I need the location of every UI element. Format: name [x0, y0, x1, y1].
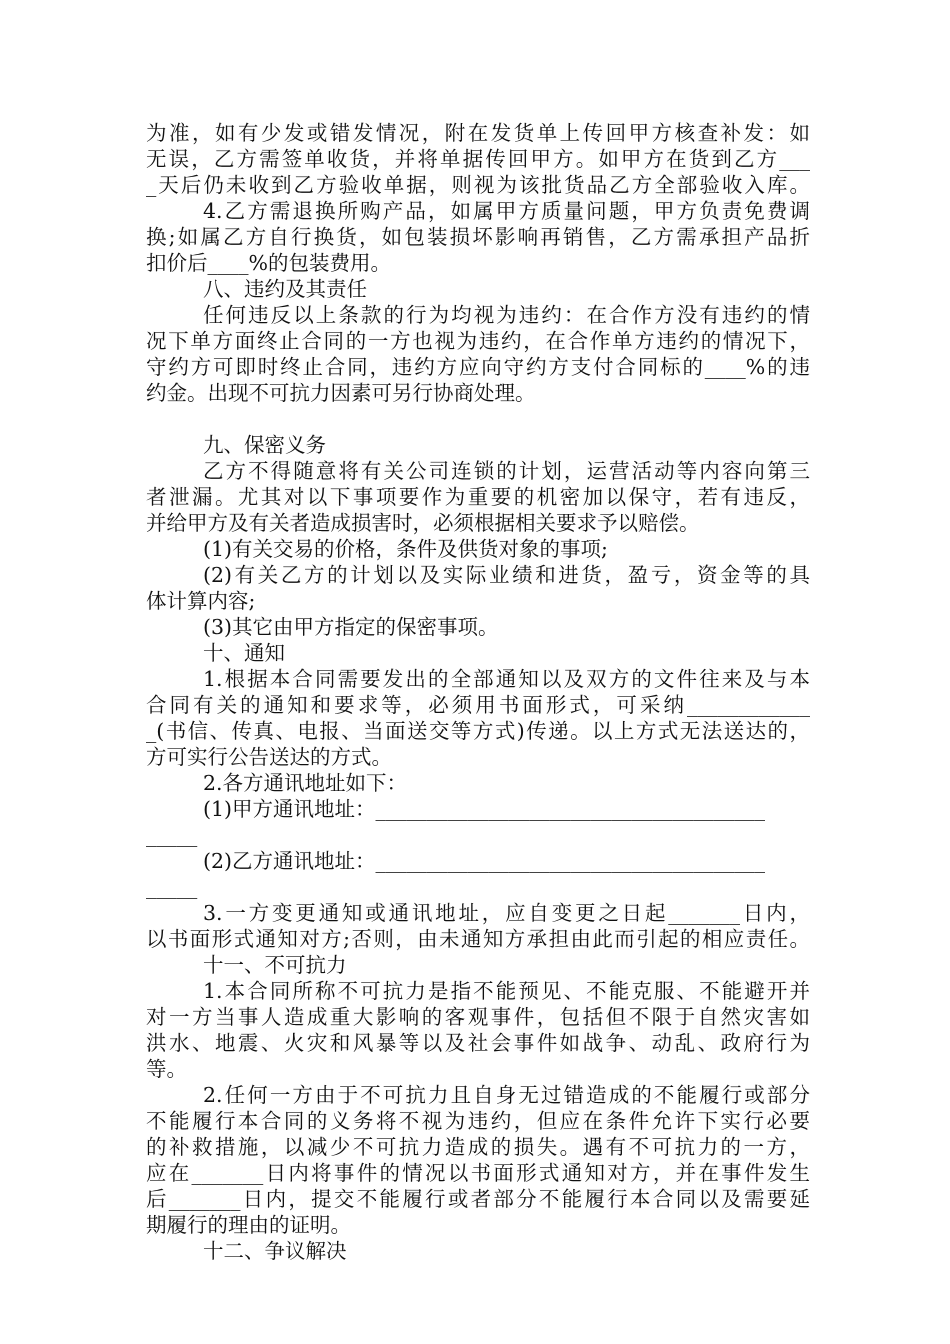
text-line: 合同有关的通知和要求等，必须用书面形式，可采纳____________	[146, 693, 810, 717]
text-line: 任何违反以上条款的行为均视为违约：在合作方没有违约的情	[203, 303, 810, 327]
text-line: 应在_______日内将事件的情况以书面形式通知对方，并在事件发生	[146, 1161, 810, 1185]
text-line: 并给甲方及有关者造成损害时，必须根据相关要求予以赔偿。	[146, 511, 700, 535]
text-line: 十一、不可抗力	[203, 953, 347, 977]
text-line: 十二、争议解决	[203, 1239, 347, 1263]
text-line: 对一方当事人造成重大影响的客观事件，包括但不限于自然灾害如	[146, 1005, 810, 1029]
text-line: (2)乙方通讯地址：______________________________________	[203, 849, 766, 873]
text-line: 八、违约及其责任	[203, 277, 367, 301]
text-line: (3)其它由甲方指定的保密事项。	[203, 615, 499, 639]
text-line: 4.乙方需退换所购产品，如属甲方质量问题，甲方负责免费调	[203, 199, 810, 223]
text-line: 无误，乙方需签单收货，并将单据传回甲方。如甲方在货到乙方___	[146, 147, 810, 171]
text-line: 后_______日内，提交不能履行或者部分不能履行本合同以及需要延	[146, 1187, 810, 1211]
text-line: 换;如属乙方自行换货，如包装损坏影响再销售，乙方需承担产品折	[146, 225, 810, 249]
text-line: 1.根据本合同需要发出的全部通知以及双方的文件往来及与本	[203, 667, 810, 691]
text-line: 扣价后____%的包装费用。	[146, 251, 391, 275]
text-line: 以书面形式通知对方;否则，由未通知方承担由此而引起的相应责任。	[146, 927, 810, 951]
text-line: 九、保密义务	[203, 433, 326, 457]
text-line: _(书信、传真、电报、当面送交等方式)传递。以上方式无法送达的，	[146, 719, 810, 743]
text-line: 为准，如有少发或错发情况，附在发货单上传回甲方核查补发：如	[146, 121, 810, 145]
text-line: 十、通知	[203, 641, 285, 665]
text-line: 况下单方面终止合同的一方也视为违约，在合作单方违约的情况下，	[146, 329, 810, 353]
text-line: 洪水、地震、火灾和风暴等以及社会事件如战争、动乱、政府行为	[146, 1031, 810, 1055]
text-line: _____	[146, 875, 198, 899]
blank-line	[146, 406, 810, 432]
text-line: 者泄漏。尤其对以下事项要作为重要的机密加以保守，若有违反，	[146, 485, 810, 509]
text-line: (2)有关乙方的计划以及实际业绩和进货，盈亏，资金等的具	[203, 563, 810, 587]
text-line: _天后仍未收到乙方验收单据，则视为该批货品乙方全部验收入库。	[146, 173, 810, 197]
text-line: 方可实行公告送达的方式。	[146, 745, 392, 769]
text-line: 2.任何一方由于不可抗力且自身无过错造成的不能履行或部分	[203, 1083, 810, 1107]
text-line: 2.各方通讯地址如下：	[203, 771, 408, 795]
text-line: 期履行的理由的证明。	[146, 1213, 351, 1237]
text-line: 守约方可即时终止合同，违约方应向守约方支付合同标的____%的违	[146, 355, 810, 379]
text-line: 不能履行本合同的义务将不视为违约，但应在条件允许下实行必要	[146, 1109, 810, 1133]
text-line: (1)有关交易的价格，条件及供货对象的事项;	[203, 537, 608, 561]
text-line: (1)甲方通讯地址：______________________________________	[203, 797, 766, 821]
text-line: _____	[146, 823, 198, 847]
text-line: 约金。出现不可抗力因素可另行协商处理。	[146, 381, 536, 405]
document-body	[146, 120, 810, 1264]
text-line: 的补救措施，以减少不可抗力造成的损失。遇有不可抗力的一方，	[146, 1135, 810, 1159]
text-line: 3.一方变更通知或通讯地址，应自变更之日起_______日内，	[203, 901, 810, 925]
text-line: 乙方不得随意将有关公司连锁的计划，运营活动等内容向第三	[203, 459, 810, 483]
text-line: 体计算内容;	[146, 589, 256, 613]
text-line: 1.本合同所称不可抗力是指不能预见、不能克服、不能避开并	[203, 979, 810, 1003]
text-line: 等。	[146, 1057, 187, 1081]
